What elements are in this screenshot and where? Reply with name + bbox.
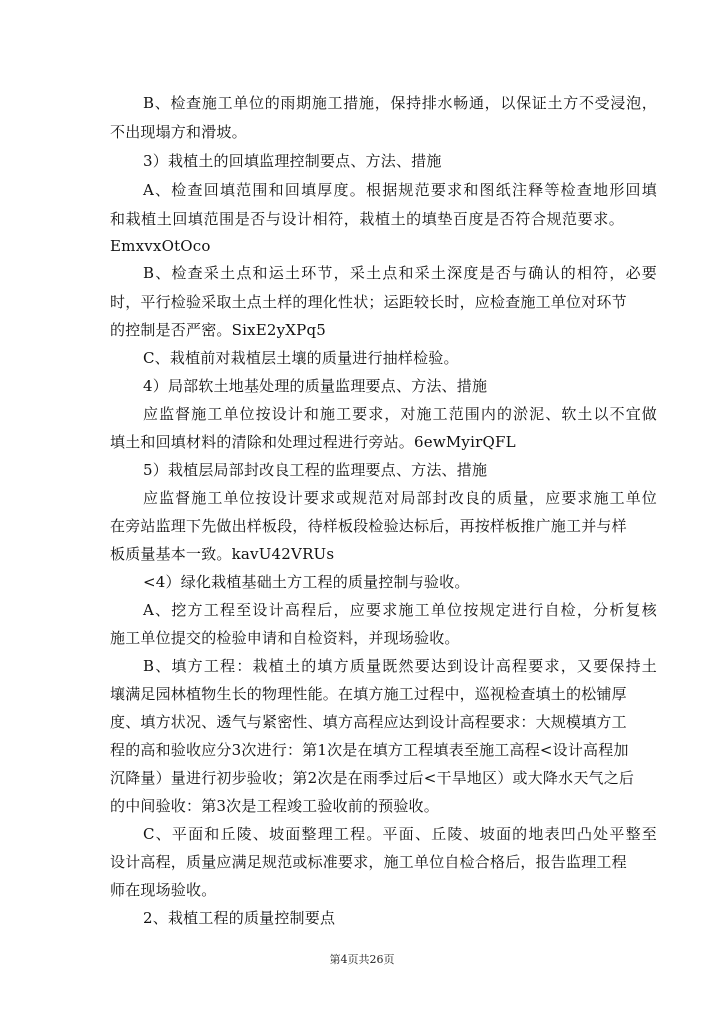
paragraph-line: 应监督施工单位按设计要求或规范对局部封改良的质量，应要求施工单位	[143, 489, 657, 507]
paragraph-line: 应监督施工单位按设计和施工要求，对施工范围内的淤泥、软土以不宜做	[143, 405, 657, 423]
paragraph-line: 不出现塌方和滑坡。	[110, 123, 247, 141]
paragraph-line: 板质量基本一致。kavU42VRUs	[110, 545, 335, 563]
paragraph-line: C、栽植前对栽植层土壤的质量进行抽样检验。	[143, 349, 459, 367]
paragraph-line: 度、填方状况、透气与紧密性、填方高程应达到设计高程要求：大规模填方工	[110, 713, 627, 731]
paragraph-line: 设计高程，质量应满足规范或标准要求，施工单位自检合格后，报告监理工程	[110, 853, 627, 871]
paragraph-line: 沉降量）量进行初步验收；第2次是在雨季过后<干旱地区）或大降水天气之后	[110, 769, 635, 787]
paragraph-line: 的控制是否严密。SixE2yXPq5	[110, 321, 327, 339]
paragraph-line: A、挖方工程至设计高程后，应要求施工单位按规定进行自检，分析复核	[143, 601, 657, 619]
paragraph-line: 师在现场验收。	[110, 881, 217, 899]
paragraph-line: A、检查回填范围和回填厚度。根据规范要求和图纸注释等检查地形回填	[143, 181, 657, 199]
paragraph-line: B、检查采土点和运土环节，采土点和采土深度是否与确认的相符，必要	[143, 264, 657, 282]
paragraph-line: 程的高和验收应分3次进行：第1次是在填方工程填表至施工高程<设计高程加	[110, 741, 629, 759]
section-heading: <4）绿化栽植基础土方工程的质量控制与验收。	[143, 573, 470, 591]
paragraph-line: B、填方工程：栽植土的填方质量既然要达到设计高程要求，又要保持土	[143, 657, 657, 675]
paragraph-line: 和栽植土回填范围是否与设计相符，栽植土的填垫百度是否符合规范要求。	[110, 210, 624, 228]
section-heading: 3）栽植土的回填监理控制要点、方法、措施	[143, 152, 442, 170]
paragraph-line: B、检查施工单位的雨期施工措施，保持排水畅通，以保证土方不受浸泡，	[143, 94, 657, 112]
paragraph-line: 时，平行检验采取土点土样的理化性状；运距较长时，应检查施工单位对环节	[110, 293, 627, 311]
paragraph-line: EmxvxOtOco	[110, 237, 211, 255]
paragraph-line: 的中间验收：第3次是工程竣工验收前的预验收。	[110, 797, 439, 815]
section-heading: 5）栽植层局部封改良工程的监理要点、方法、措施	[143, 461, 488, 479]
section-heading: 2、栽植工程的质量控制要点	[143, 909, 336, 927]
paragraph-line: 填土和回填材料的清除和处理过程进行旁站。6ewMyirQFL	[110, 433, 516, 451]
section-heading: 4）局部软土地基处理的质量监理要点、方法、措施	[143, 377, 488, 395]
paragraph-line: 壤满足园林植物生长的物理性能。在填方施工过程中，巡视检查填土的松铺厚	[110, 685, 627, 703]
paragraph-line: 施工单位提交的检验申请和自检资料，并现场验收。	[110, 629, 460, 647]
page-number-footer: 第4页共26页	[329, 953, 395, 966]
paragraph-line: C、平面和丘陵、坡面整理工程。平面、丘陵、坡面的地表凹凸处平整至	[143, 825, 657, 843]
paragraph-line: 在旁站监理下先做出样板段，待样板段检验达标后，再按样板推广施工并与样	[110, 517, 627, 535]
